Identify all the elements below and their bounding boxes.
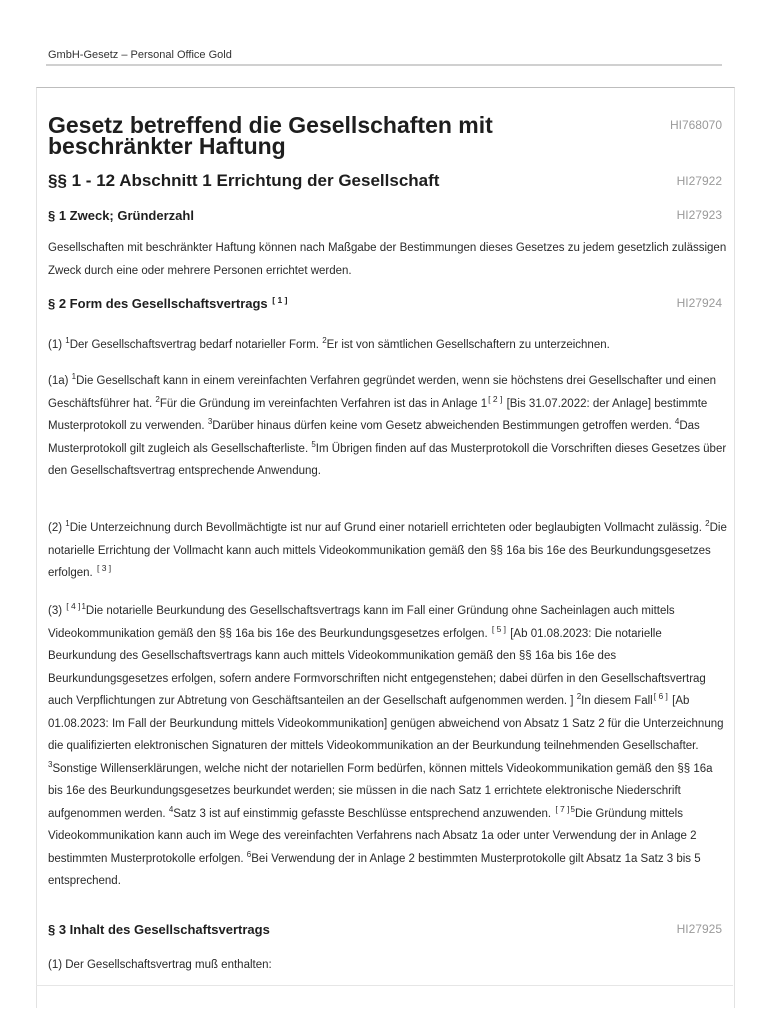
footnote-5-link[interactable]: [ 5 ] bbox=[491, 623, 507, 634]
para3-abs1 bbox=[48, 954, 728, 977]
sentence-num: 4 bbox=[168, 804, 174, 814]
sentence-num: 3 bbox=[207, 417, 213, 427]
footnote-2-link[interactable]: [ 2 ] bbox=[488, 393, 503, 404]
abs2-label: (2) bbox=[48, 522, 63, 534]
document-title: Gesetz betreffend die Gesellschaften mit beschränkter Haftung bbox=[48, 112, 493, 159]
footnote-6-link[interactable]: [ 6 ] bbox=[653, 691, 668, 702]
para2-abs2 bbox=[48, 517, 728, 585]
footnote-4-link[interactable]: [ 4 ] bbox=[66, 601, 81, 612]
abs3-sentence-6: Bei Verwendung der in Anlage 2 bestimmten Musterprotokolle gilt Absatz 1a Satz 3 bis 5 entsprechend. bbox=[48, 852, 701, 887]
sentence-num: 2 bbox=[576, 692, 582, 702]
section-id: HI27922 bbox=[676, 174, 722, 188]
para1-text: Gesellschaften mit beschränkter Haftung können nach Maßgabe der Bestimmungen dieses Gesetzes zu jedem gesetzlich zulässigen Zweck durch eine oder mehrere Personen errichtet werden. bbox=[48, 242, 727, 277]
para3-id: HI27925 bbox=[676, 922, 722, 936]
footnote-7-link[interactable]: [ 7 ] bbox=[555, 803, 570, 814]
abs1a-sentence-2: Für die Gründung im vereinfachten Verfahren ist das in Anlage 1 bbox=[159, 397, 488, 410]
abs3-sentence-2b: [Ab 01.08.2023: Im Fall der Beurkundung mittels Videokommunikation] genügen abweichend von Absatz 1 Satz 2 für die Unterzeichnung die qualifizierten elektronischen Signaturen der mittels Videokommunikation an der Beurkundung teilnehmenden Gesellschafter. bbox=[48, 695, 724, 752]
para1-id: HI27923 bbox=[676, 208, 722, 222]
abs3-label: (3) bbox=[48, 605, 63, 617]
para3-row bbox=[48, 922, 728, 937]
abs3-sentence-1b: [Ab 01.08.2023: Die notarielle Beurkundung des Gesellschaftsvertrags kann auch mittels Videokommunikation gemäß den §§ 16a bis 16e des Beurkundungsgesetzes erfolgen, sofern andere Formvorschriften nicht entgegenstehen; dabei dürfen in den Gesellschaftsvertrag auch Verpflichtungen zur Abtretung von Geschäftsanteilen an der Gesellschaft aufgenommen werden. ] bbox=[48, 627, 706, 707]
abs1a-sentence-2b: [Bis 31.07.2022: der Anlage] bestimmte Musterprotokoll zu verwenden. bbox=[48, 397, 708, 432]
sentence-num: 2 bbox=[705, 519, 710, 529]
sentence-num: 1 bbox=[71, 372, 77, 382]
sentence-num: 5 bbox=[311, 439, 316, 449]
footnote-3-link[interactable]: [ 3 ] bbox=[96, 563, 112, 574]
footer-divider bbox=[36, 985, 733, 986]
sentence-num: 4 bbox=[674, 417, 680, 427]
document-id: HI768070 bbox=[669, 118, 722, 132]
sentence-num: 5 bbox=[570, 804, 575, 814]
abs3-sentence-1: Die notarielle Beurkundung des Gesellschaftsvertrags kann im Fall einer Gründung ohne Sacheinlagen auch mittels Videokommunikation gemäß den §§ 16a bis 16e des Beurkundungsgesetzes erfolgen. bbox=[48, 605, 675, 640]
abs1-sentence-2: Er ist von sämtlichen Gesellschaftern zu unterzeichnen. bbox=[326, 339, 610, 351]
para2-heading bbox=[48, 296, 288, 311]
sentence-num: 1 bbox=[65, 336, 70, 346]
para2-abs3 bbox=[48, 600, 728, 893]
breadcrumb: GmbH-Gesetz – Personal Office Gold bbox=[48, 49, 232, 61]
sentence-num: 1 bbox=[65, 519, 70, 529]
para2-abs1 bbox=[48, 334, 728, 357]
para1-row bbox=[48, 208, 728, 223]
abs2-sentence-1: Die Unterzeichnung durch Bevollmächtigte ist nur auf Grund einer notariell errichteten oder beglaubigten Vollmacht zulässig. bbox=[69, 522, 702, 534]
header-divider bbox=[46, 64, 722, 66]
para2-abs1a bbox=[48, 370, 728, 483]
abs3-sentence-3: Sonstige Willenserklärungen, welche nicht der notariellen Form bedürfen, können mittels Videokommunikation gemäß den §§ 16a bis 16e des Beurkundungsgesetzes beurkundet werden; sie müssen in die nach Satz 1 errichtete elektronische Niederschrift aufgenommen werden. bbox=[48, 762, 713, 820]
abs3-text bbox=[48, 600, 728, 893]
para1-body bbox=[48, 237, 728, 282]
para2-row bbox=[48, 296, 728, 311]
abs1-sentence-1: Der Gesellschaftsvertrag bedarf notarieller Form. bbox=[69, 339, 319, 351]
para1-heading: § 1 Zweck; Gründerzahl bbox=[48, 208, 194, 223]
sentence-num: 1 bbox=[81, 602, 86, 612]
section-heading: §§ 1 - 12 Abschnitt 1 Errichtung der Gesellschaft bbox=[48, 171, 440, 190]
abs1a-label: (1a) bbox=[48, 375, 69, 387]
sentence-num: 6 bbox=[246, 849, 252, 859]
sentence-num: 2 bbox=[322, 336, 327, 346]
abs1-text bbox=[48, 334, 728, 357]
abs1a-sentence-4: Das Musterprotokoll gilt zugleich als Gesellschafterliste. bbox=[48, 420, 700, 455]
section-row bbox=[48, 171, 728, 191]
para2-id: HI27924 bbox=[676, 296, 722, 310]
abs1a-sentence-1: Die Gesellschaft kann in einem vereinfachten Verfahren gegründet werden, wenn sie höchstens drei Gesellschafter und einen Geschäftsführer hat. bbox=[48, 375, 717, 410]
sentence-num: 2 bbox=[155, 394, 160, 404]
abs1a-text bbox=[48, 370, 728, 483]
abs3-sentence-4: Satz 3 ist auf einstimmig gefasste Beschlüsse entsprechend anzuwenden. bbox=[173, 807, 552, 820]
para2-heading-text: § 2 Form des Gesellschaftsvertrags bbox=[48, 296, 268, 311]
footnote-1-link[interactable]: [ 1 ] bbox=[272, 294, 288, 305]
para3-abs1-text: (1) Der Gesellschaftsvertrag muß enthalten: bbox=[48, 959, 272, 971]
abs3-sentence-2a: In diesem Fall bbox=[581, 695, 653, 707]
abs1a-sentence-3: Darüber hinaus dürfen keine vom Gesetz abweichenden Bestimmungen getroffen werden. bbox=[212, 420, 672, 432]
para3-heading: § 3 Inhalt des Gesellschaftsvertrags bbox=[48, 922, 270, 937]
abs3-sentence-5: Die Gründung mittels Videokommunikation kann auch im Wege des vereinfachten Verfahrens nach Absatz 1a oder unter Verwendung der in Anlage 2 bestimmten Musterprotokolle erfolgen. bbox=[48, 807, 697, 865]
abs1a-sentence-5: Im Übrigen finden auf das Musterprotokoll die Vorschriften dieses Gesetzes über den Gesellschaftsvertrag entsprechende Anwendung. bbox=[48, 442, 727, 477]
abs1-label: (1) bbox=[48, 339, 63, 351]
abs2-text bbox=[48, 517, 728, 585]
sentence-num: 3 bbox=[48, 759, 53, 769]
abs2-sentence-2: Die notarielle Errichtung der Vollmacht kann auch mittels Videokommunikation gemäß den §§ 16a bis 16e des Beurkundungsgesetzes erfolgen. bbox=[48, 522, 727, 579]
title-row bbox=[48, 112, 728, 159]
